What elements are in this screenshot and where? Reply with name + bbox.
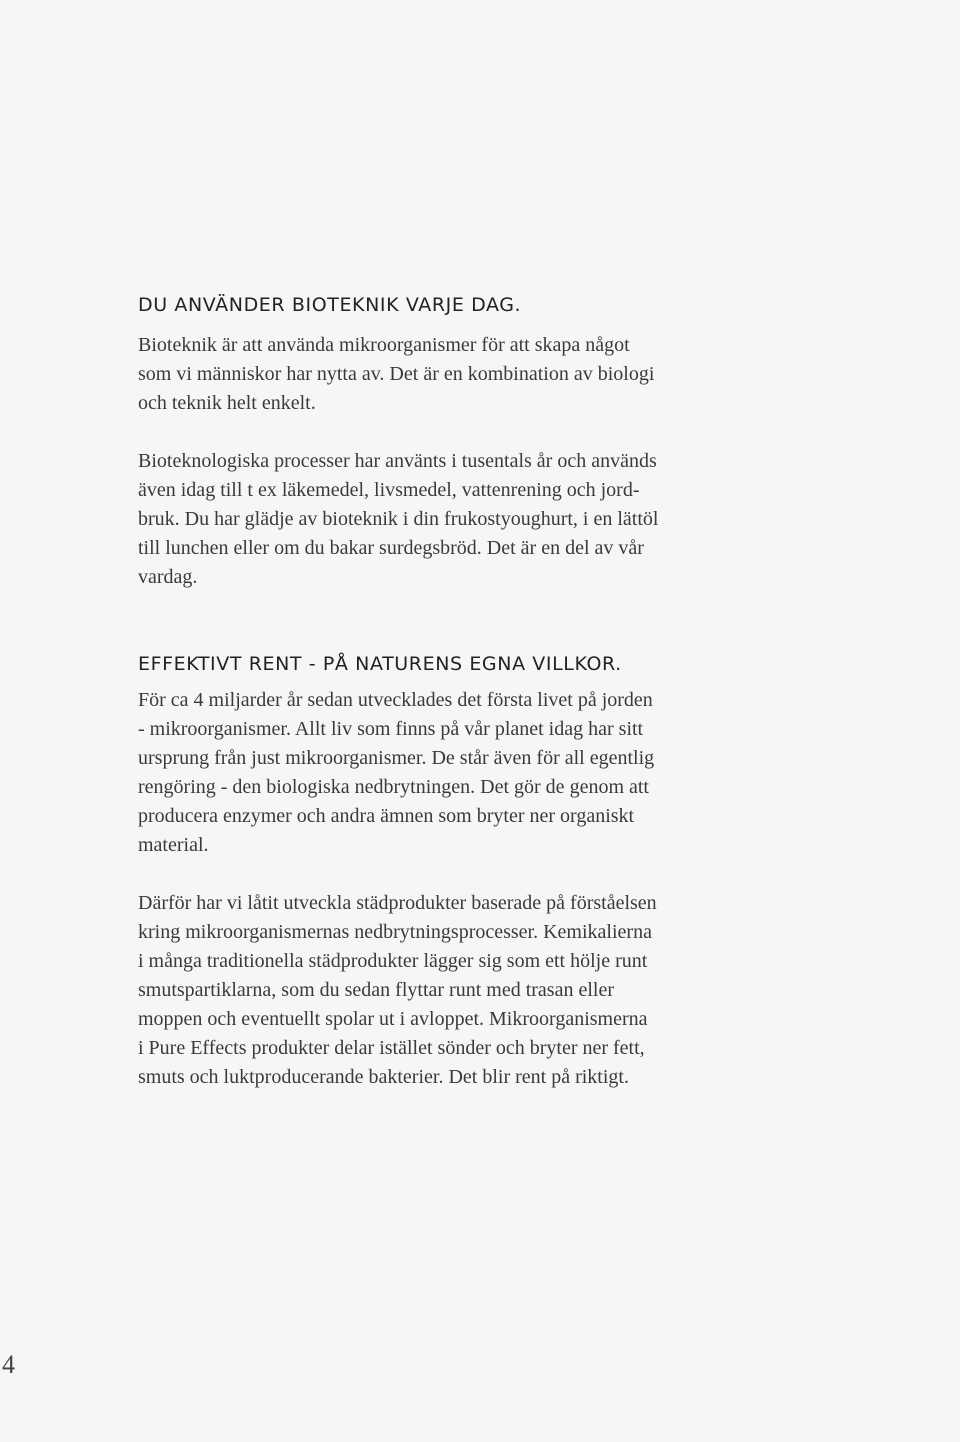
text-line: moppen och eventuellt spolar ut i avloppet. Mikroorganismerna [138,1008,648,1030]
section-effektivt-rent [138,650,798,1092]
text-line: Därför har vi låtit utveckla städprodukter baserade på förståelsen [138,892,657,914]
text-line: kring mikroorganismernas nedbrytningsprocesser. Kemikalierna [138,921,652,943]
paragraph [138,686,798,860]
paragraph [138,889,798,1092]
section-heading: EFFEKTIVT RENT - PÅ NATURENS EGNA VILLKOR. [138,653,622,675]
section-heading: DU ANVÄNDER BIOTEKNIK VARJE DAG. [138,294,522,316]
text-line: rengöring - den biologiska nedbrytningen. Det gör de genom att [138,776,649,798]
text-line: och teknik helt enkelt. [138,392,316,414]
text-line: Bioteknologiska processer har använts i tusentals år och används [138,450,657,472]
paragraph [138,331,798,418]
text-line: även idag till t ex läkemedel, livsmedel, vattenrening och jord- [138,479,640,501]
text-line: material. [138,834,209,856]
text-line: ursprung från just mikroorganismer. De står även för all egentlig [138,747,655,769]
text-line: till lunchen eller om du bakar surdegsbröd. Det är en del av vår [138,537,644,559]
text-line: Bioteknik är att använda mikroorganismer för att skapa något [138,334,630,356]
text-line: som vi människor har nytta av. Det är en kombination av biologi [138,363,655,385]
text-line: bruk. Du har glädje av bioteknik i din frukostyoughurt, i en lättöl [138,508,659,530]
text-line: producera enzymer och andra ämnen som bryter ner organiskt [138,805,635,827]
text-line: smutspartiklarna, som du sedan flyttar runt med trasan eller [138,979,614,1001]
text-line: smuts och luktproducerande bakterier. Det blir rent på riktigt. [138,1066,629,1088]
text-line: i Pure Effects produkter delar istället sönder och bryter ner fett, [138,1037,645,1059]
page-number: 4 [2,1350,15,1379]
text-line: vardag. [138,566,198,588]
text-line: i många traditionella städprodukter lägger sig som ett hölje runt [138,950,648,972]
paragraph [138,447,798,592]
section-bioteknik [138,291,798,592]
text-line: För ca 4 miljarder år sedan utvecklades det första livet på jorden [138,689,653,711]
text-line: - mikroorganismer. Allt liv som finns på vår planet idag har sitt [138,718,644,740]
